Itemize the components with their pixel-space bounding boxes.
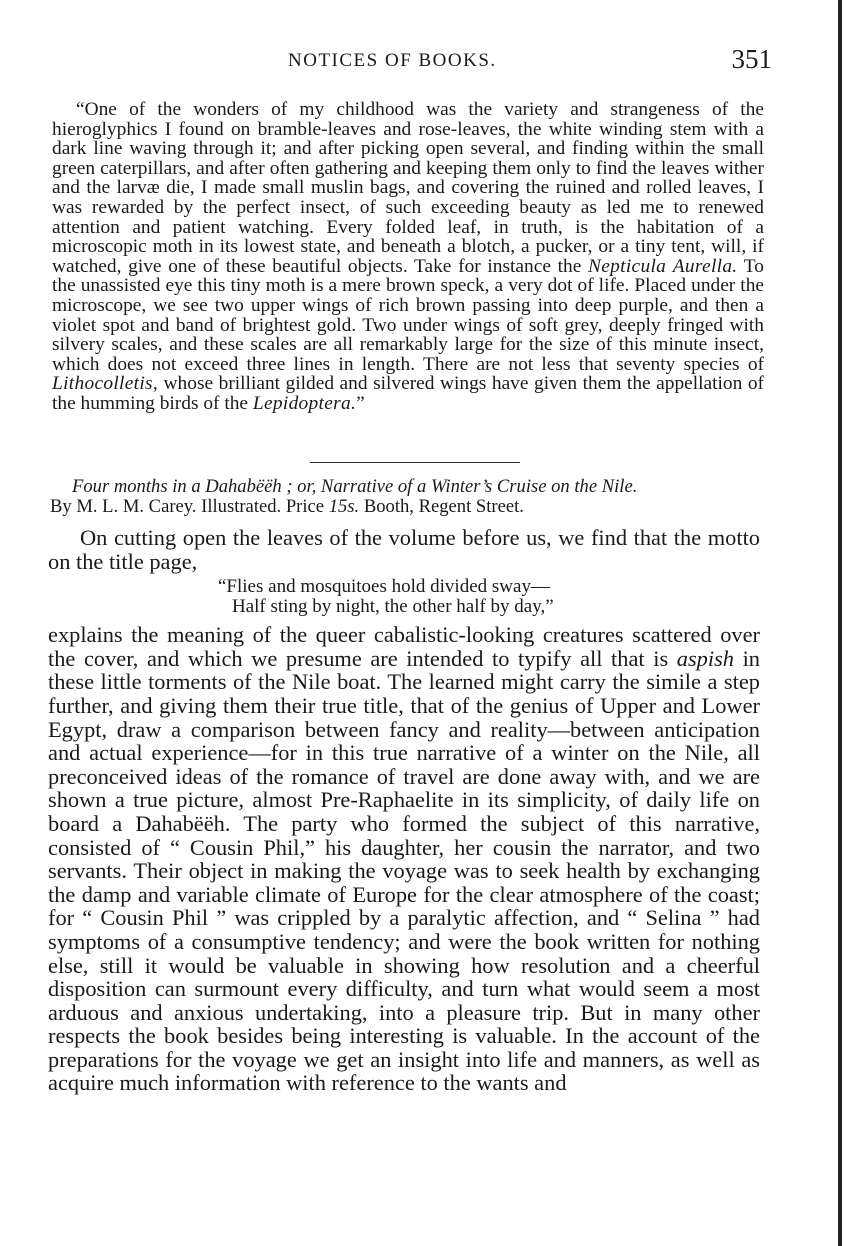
running-head: NOTICES OF BOOKS. (288, 50, 497, 71)
book-author-line: By M. L. M. Carey. Illustrated. Price (50, 496, 329, 517)
book-entry-heading (50, 477, 766, 517)
word-aspish: aspish (676, 645, 734, 671)
book-publisher: Booth, Regent Street. (359, 496, 524, 517)
quote-text-1: “One of the wonders of my childhood was the variety and strangeness of the hieroglyphics I found on bramble-leaves and rose-leaves, the white winding stem with a dark line waving through it; and after picking open several, and finding within the small green caterpillars, and after often gathering and keeping them only to find the leaves wither and the larvæ die, I made small muslin bags, and covering the ruined and rolled leaves, I was rewarded by the perfect insect, of such exceeding beauty as led me to renewed attention and patient watching. Every folded leaf, in truth, is the habitation of a microscopic moth in its lowest state, and beneath a blotch, a pucker, or a tiny tent, will, if watched, give one of these beautiful objects. Take for instance the (52, 99, 764, 277)
motto-line-2: Half sting by night, the other half by day,” (232, 596, 554, 618)
page-header (48, 44, 772, 78)
quote-paragraph (52, 100, 764, 414)
page-number: 351 (731, 44, 772, 74)
book-details (50, 497, 766, 517)
species-name-nepticula: Nepticula Aurella. (588, 255, 738, 277)
review-opening: On cutting open the leaves of the volume before us, we find that the motto on the title page, (48, 525, 760, 574)
review-text-1: explains the meaning of the queer cabalistic-looking creatures scattered over the cover, and which we presume are intended to typify all that is (48, 622, 760, 671)
section-divider (310, 462, 520, 463)
book-title: Four months in a Dahabëëh ; or, Narrative of a Winter’s Cruise on the Nile. (72, 476, 638, 497)
page-edge-rule (838, 0, 842, 1246)
quoted-passage (52, 100, 764, 414)
order-name-lepidoptera: Lepidoptera. (252, 392, 357, 414)
quote-text-2: To the unassisted eye this tiny moth is a mere brown speck, a very dot of life. Placed under the microscope, we see two upper wings of rich brown passing into deep purple, and then a violet spot and band of brightest gold. Two under wings of soft grey, deeply fringed with silvery scales, and these scales are all remarkably large for the size of this minute insect, which does not exceed three lines in length. There are not less that seventy species of (52, 255, 764, 375)
motto-line-1: “Flies and mosquitoes hold divided sway— (218, 576, 550, 598)
review-paragraph (48, 623, 760, 1095)
review-body (48, 526, 760, 1095)
title-page-motto (218, 577, 760, 617)
quote-text-3: whose brilliant gilded and silvered wings have given them the appellation of the humming birds of the (52, 373, 764, 414)
book-price: 15s. (328, 496, 360, 517)
genus-name-lithocolletis: Lithocolletis, (52, 373, 159, 395)
quote-close-mark: ” (356, 392, 365, 414)
review-text-2: in these little torments of the Nile boat. The learned might carry the simile a step further, and giving them their true title, that of the genius of Upper and Lower Egypt, draw a comparison between fancy and reality—between anticipation and actual experience—for in this true narrative of a winter on the Nile, all preconceived ideas of the romance of travel are done away with, and we are shown a true picture, almost Pre-Raphaelite in its simplicity, of daily life on board a Dahabëëh. The party who formed the subject of this narrative, consisted of “ Cousin Phil,” his daughter, her cousin the narrator, and two servants. Their object in making the voyage was to seek health by exchanging the damp and variable climate of Europe for the clear atmosphere of the coast; for “ Cousin Phil ” was crippled by a paralytic affection, and “ Selina ” had symptoms of a consumptive tendency; and were the book written for nothing else, still it would be valuable in showing how resolution and a cheerful disposition can surmount every difficulty, and turn what would seem a most arduous and anxious undertaking, into a pleasure trip. But in many other respects the book besides being interesting is valuable. In the account of the preparations for the voyage we get an insight into life and manners, as well as acquire much information with reference to the wants and (48, 645, 760, 1096)
